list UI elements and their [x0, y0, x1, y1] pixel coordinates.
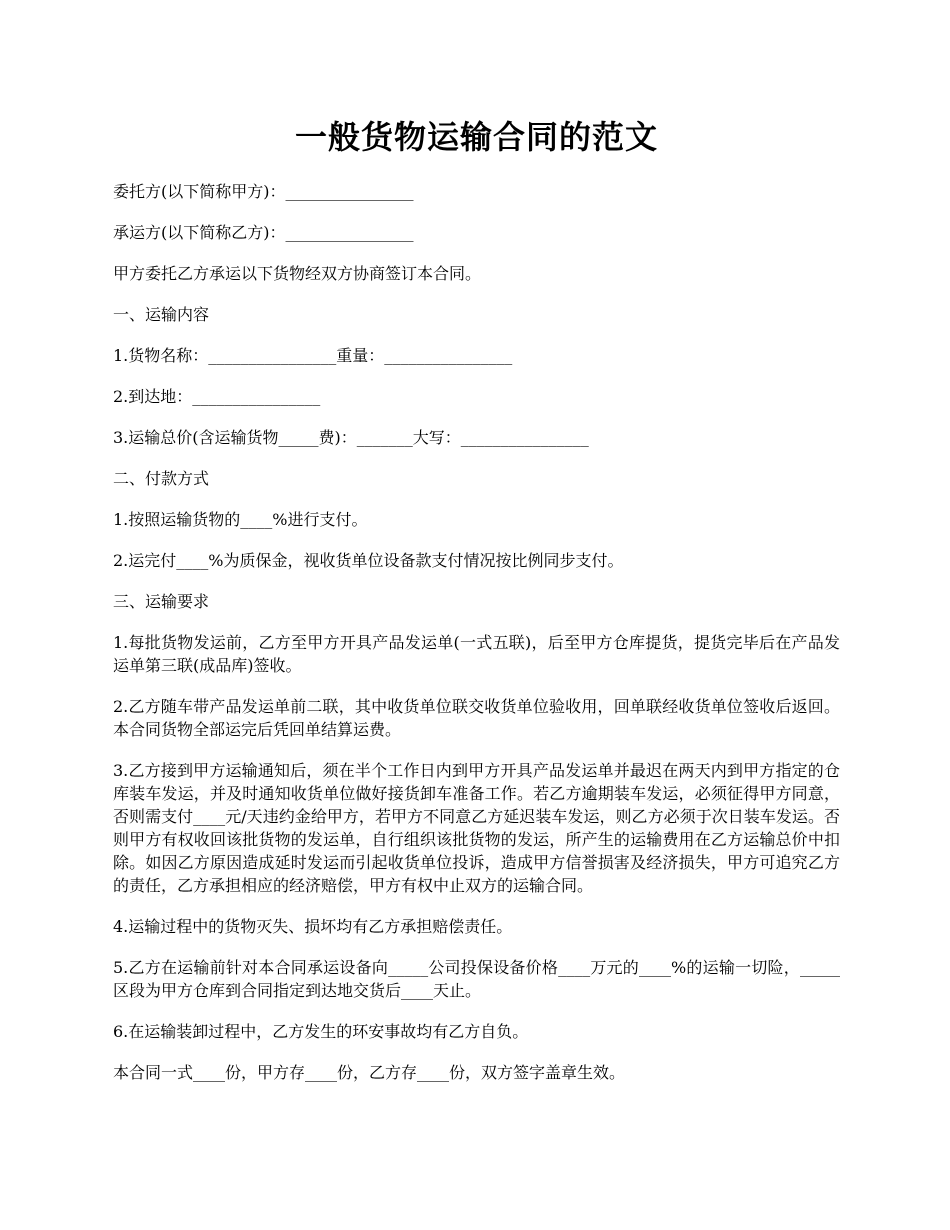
document-body: [113, 180, 840, 1102]
section-heading-requirements: 三、运输要求: [113, 592, 210, 611]
closing-paragraph: 本合同一式____份，甲方存____份，乙方存____份，双方签字盖章生效。: [113, 1063, 626, 1082]
clause-payment-1: 1.按照运输货物的____%进行支付。: [113, 510, 368, 529]
clause-requirement-3: 3.乙方接到甲方运输通知后，须在半个工作日内到甲方开具产品发运单并最迟在两天内到甲方指定的仓库装车发运，并及时通知收货单位做好接货卸车准备工作。若乙方逾期装车发运，必须征得甲方同意，否则需支付____元/天违约金给甲方，若甲方不同意乙方延迟装车发运，则乙方必须于次日装车发运。否则甲方有权收回该批货物的发运单，自行组织该批货物的发运，所产生的运输费用在乙方运输总价中扣除。如因乙方原因造成延时发运而引起收货单位投诉，造成甲方信誉损害及经济损失，甲方可追究乙方的责任，乙方承担相应的经济赔偿，甲方有权中止双方的运输合同。: [113, 761, 840, 895]
party-b-line: 承运方(以下简称乙方)：________________: [113, 223, 414, 242]
clause-payment-2: 2.运完付____%为质保金，视收货单位设备款支付情况按比例同步支付。: [113, 551, 624, 570]
clause-total-price: 3.运输总价(含运输货物_____费)：_______大写：________________: [113, 428, 589, 447]
clause-goods-name: 1.货物名称：________________重量：________________: [113, 346, 513, 365]
document-title: 一般货物运输合同的范文: [294, 118, 658, 156]
clause-requirement-5: 5.乙方在运输前针对本合同承运设备向_____公司投保设备价格____万元的____%的运输一切险，_____区段为甲方仓库到合同指定到达地交货后____天止。: [113, 958, 840, 1000]
clause-destination: 2.到达地：________________: [113, 387, 321, 406]
clause-requirement-4: 4.运输过程中的货物灭失、损坏均有乙方承担赔偿责任。: [113, 917, 513, 936]
intro-paragraph: 甲方委托乙方承运以下货物经双方协商签订本合同。: [113, 264, 482, 283]
section-heading-payment: 二、付款方式: [113, 469, 210, 488]
party-a-line: 委托方(以下简称甲方)：________________: [113, 182, 414, 201]
clause-requirement-1: 1.每批货物发运前，乙方至甲方开具产品发运单(一式五联)，后至甲方仓库提货，提货完毕后在产品发运单第三联(成品库)签收。: [113, 633, 840, 675]
clause-requirement-2: 2.乙方随车带产品发运单前二联，其中收货单位联交收货单位验收用，回单联经收货单位签收后返回。本合同货物全部运完后凭回单结算运费。: [113, 697, 840, 739]
clause-requirement-6: 6.在运输装卸过程中，乙方发生的环安事故均有乙方自负。: [113, 1022, 529, 1041]
section-heading-transport-content: 一、运输内容: [113, 305, 210, 324]
